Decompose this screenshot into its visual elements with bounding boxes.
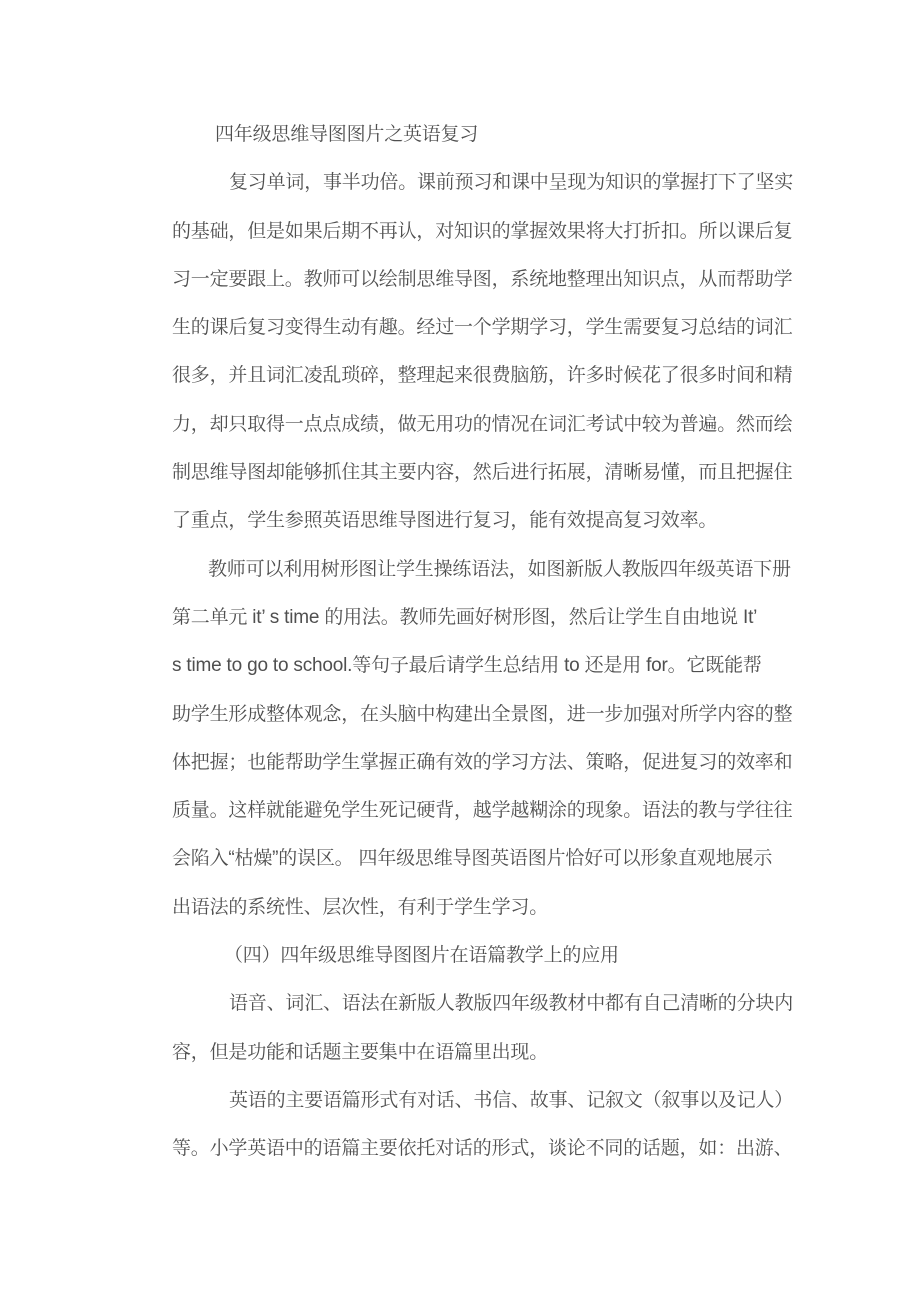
document-title: 四年级思维导图图片之英语复习 [215,124,479,145]
text-line: 很多，并且词汇凌乱琐碎，整理起来很费脑筋，许多时候花了很多时间和精 [172,365,793,387]
text-line: 质量。这样就能避免学生死记硬背，越学越糊涂的现象。语法的教与学往往 [172,800,793,822]
text-line: 力，却只取得一点点成绩，做无用功的情况在词汇考试中较为普遍。然而绘 [172,413,793,435]
text-line: 制思维导图却能够抓住其主要内容，然后进行拓展，清晰易懂，而且把握住 [172,462,793,484]
text-line: 习一定要跟上。教师可以绘制思维导图，系统地整理出知识点，从而帮助学 [172,268,793,290]
text-line: 了重点，学生参照英语思维导图进行复习，能有效提高复习效率。 [172,510,718,532]
document-body [172,111,797,1174]
text-line: 等。小学英语中的语篇主要依托对话的形式，谈论不同的话题，如：出游、 [172,1138,793,1160]
text-line: 出语法的系统性、层次性，有利于学生学习。 [172,896,549,918]
text-line: 体把握；也能帮助学生掌握正确有效的学习方法、策略，促进复习的效率和 [172,751,793,773]
text-line: 英语的主要语篇形式有对话、书信、故事、记叙文（叙事以及记人） [229,1089,794,1111]
text-line: 复习单词，事半功倍。课前预习和课中呈现为知识的掌握打下了坚实 [229,172,794,194]
text-line: s time to go to school.等句子最后请学生总结用 to 还是用 for。它既能帮 [172,655,762,677]
text-line: 教师可以利用树形图让学生操练语法，如图新版人教版四年级英语下册 [208,558,791,580]
text-line: 生的课后复习变得生动有趣。经过一个学期学习，学生需要复习总结的词汇 [172,317,793,339]
text-line: 语音、词汇、语法在新版人教版四年级教材中都有自己清晰的分块内 [229,993,794,1015]
text-line: 的基础，但是如果后期不再认，对知识的掌握效果将大打折扣。所以课后复 [172,220,793,242]
text-line: 助学生形成整体观念，在头脑中构建出全景图，进一步加强对所学内容的整 [172,703,793,725]
text-line: 容，但是功能和话题主要集中在语篇里出现。 [172,1041,549,1063]
text-line: 第二单元 it’ s time 的用法。教师先画好树形图，然后让学生自由地说 It’ [172,606,758,628]
section-heading: （四）四年级思维导图图片在语篇教学上的应用 [224,945,619,967]
text-line: 会陷入“枯燥”的误区。 四年级思维导图英语图片恰好可以形象直观地展示 [172,848,773,870]
